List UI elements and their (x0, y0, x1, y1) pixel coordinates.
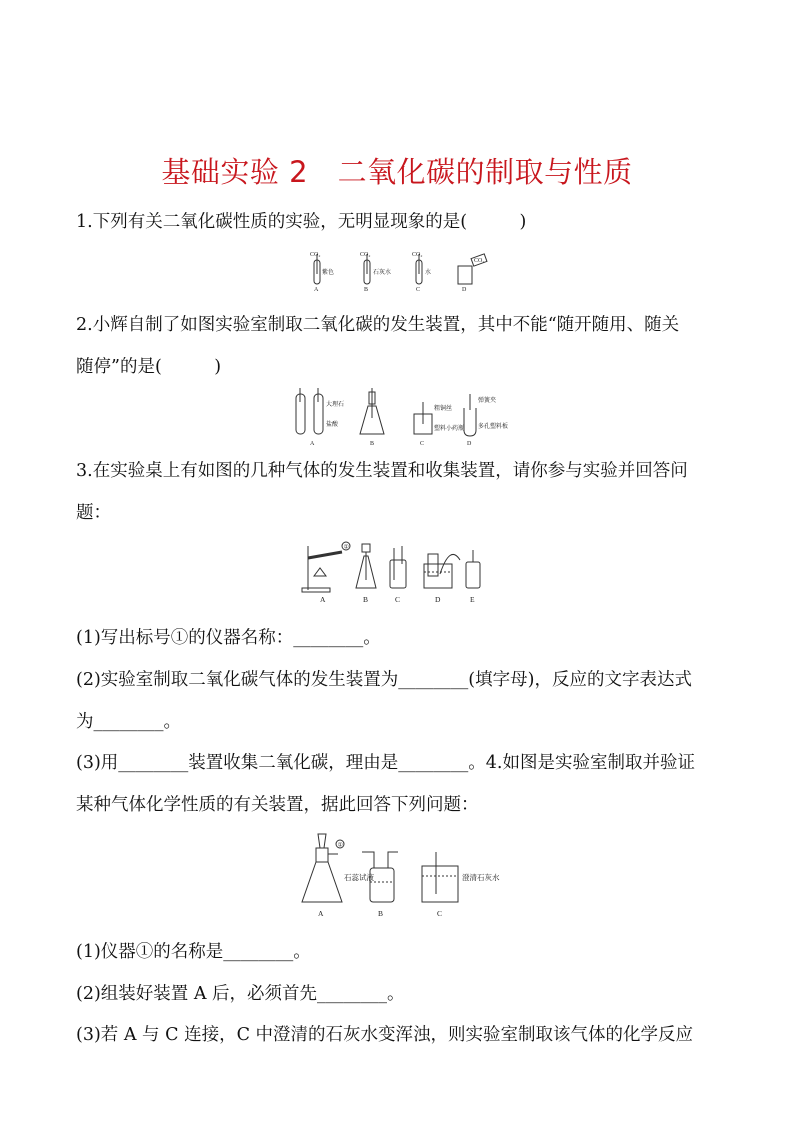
question-3-figure (300, 540, 500, 605)
question-3-sub-1: (1)写出标号①的仪器名称：________。 (76, 628, 381, 648)
svg-text:水: 水 (425, 270, 432, 276)
q4-apparatus-c (422, 852, 500, 918)
q1-label-b: B (364, 287, 369, 293)
q2-apparatus-c (414, 402, 464, 447)
q1-gas-label-b: CO₂ (360, 252, 371, 258)
q3-label-a: A (320, 595, 326, 604)
svg-text:塑料小药瓶: 塑料小药瓶 (434, 426, 465, 432)
question-3-line-2: 题： (76, 503, 111, 523)
question-3-sub-2-line-2: 为________。 (76, 712, 181, 732)
q3-apparatus-b (356, 544, 376, 604)
question-1-figure (298, 252, 498, 292)
question-2-figure (292, 388, 509, 448)
q1-label-d: D (462, 287, 467, 293)
svg-text:大理石: 大理石 (326, 402, 345, 408)
q1-gas-label-a: CO₂ (310, 252, 321, 258)
q3-apparatus-a (302, 542, 350, 604)
question-4-figure (298, 830, 498, 920)
q4-label-c: C (437, 909, 443, 918)
question-1-text: 1.下列有关二氧化碳性质的实验，无明显现象的是( ) (76, 212, 527, 232)
q2-apparatus-a (296, 388, 344, 447)
q4-reagent-b: 石蕊试液 (344, 873, 374, 882)
svg-text:粗铜丝: 粗铜丝 (434, 406, 453, 412)
q3-label-e: E (470, 595, 475, 604)
q3-apparatus-c (390, 546, 406, 604)
q2-label-d: D (467, 441, 472, 447)
q3-marker: ① (343, 544, 349, 551)
q2-label-c: C (420, 441, 425, 447)
q2-label-a: A (310, 441, 315, 447)
svg-text:多孔塑料板: 多孔塑料板 (478, 424, 509, 430)
q4-apparatus-a (302, 834, 344, 918)
page-title: 基础实验 2 二氧化碳的制取与性质 (161, 155, 633, 189)
svg-text:石灰水: 石灰水 (373, 270, 392, 276)
q1-apparatus-a (310, 252, 334, 293)
svg-text:盐酸: 盐酸 (326, 422, 339, 428)
question-3-sub-3: (3)用________装置收集二氧化碳，理由是________。4.如图是实验室制取并验证 (76, 753, 695, 773)
q1-label-c: C (416, 287, 421, 293)
question-2-line-1: 2.小辉自制了如图实验室制取二氧化碳的发生装置，其中不能“随开随用、随关 (76, 315, 680, 335)
q2-label-b: B (370, 441, 375, 447)
q4-marker: ① (337, 842, 343, 849)
q2-apparatus-d (464, 394, 508, 447)
q3-apparatus-e (466, 550, 480, 604)
question-4-sub-2: (2)组装好装置 A 后，必须首先________。 (76, 984, 405, 1004)
question-3-sub-2-line-1: (2)实验室制取二氧化碳气体的发生装置为________(填字母)，反应的文字表达式 (76, 670, 692, 690)
q4-label-b: B (378, 909, 384, 918)
q3-apparatus-d (424, 554, 460, 604)
q4-label-a: A (318, 909, 324, 918)
question-3-line-1: 3.在实验桌上有如图的几种气体的发生装置和收集装置，请你参与实验并回答问 (76, 461, 688, 481)
q1-apparatus-c (412, 252, 431, 293)
q1-gas-label-d: CO₂ (474, 258, 485, 264)
question-4-sub-3: (3)若 A 与 C 连接，C 中澄清的石灰水变浑浊，则实验室制取该气体的化学反应 (76, 1025, 694, 1045)
q1-apparatus-b (360, 252, 391, 293)
q3-label-b: B (363, 595, 369, 604)
question-4-line-2: 某种气体化学性质的有关装置，据此回答下列问题： (76, 795, 479, 815)
q1-label-a: A (314, 287, 319, 293)
svg-text:紫色: 紫色 (322, 270, 335, 276)
question-4-sub-1: (1)仪器①的名称是________。 (76, 942, 311, 962)
q3-label-c: C (395, 595, 401, 604)
q1-apparatus-d (458, 254, 487, 293)
question-2-line-2: 随停”的是( ) (76, 357, 222, 377)
q2-apparatus-b (360, 388, 384, 447)
q1-gas-label-c: CO₂ (412, 252, 423, 258)
q4-reagent-c: 澄清石灰水 (462, 873, 500, 882)
q4-apparatus-b (344, 852, 398, 918)
svg-text:弹簧夹: 弹簧夹 (478, 398, 497, 404)
q3-label-d: D (435, 595, 441, 604)
